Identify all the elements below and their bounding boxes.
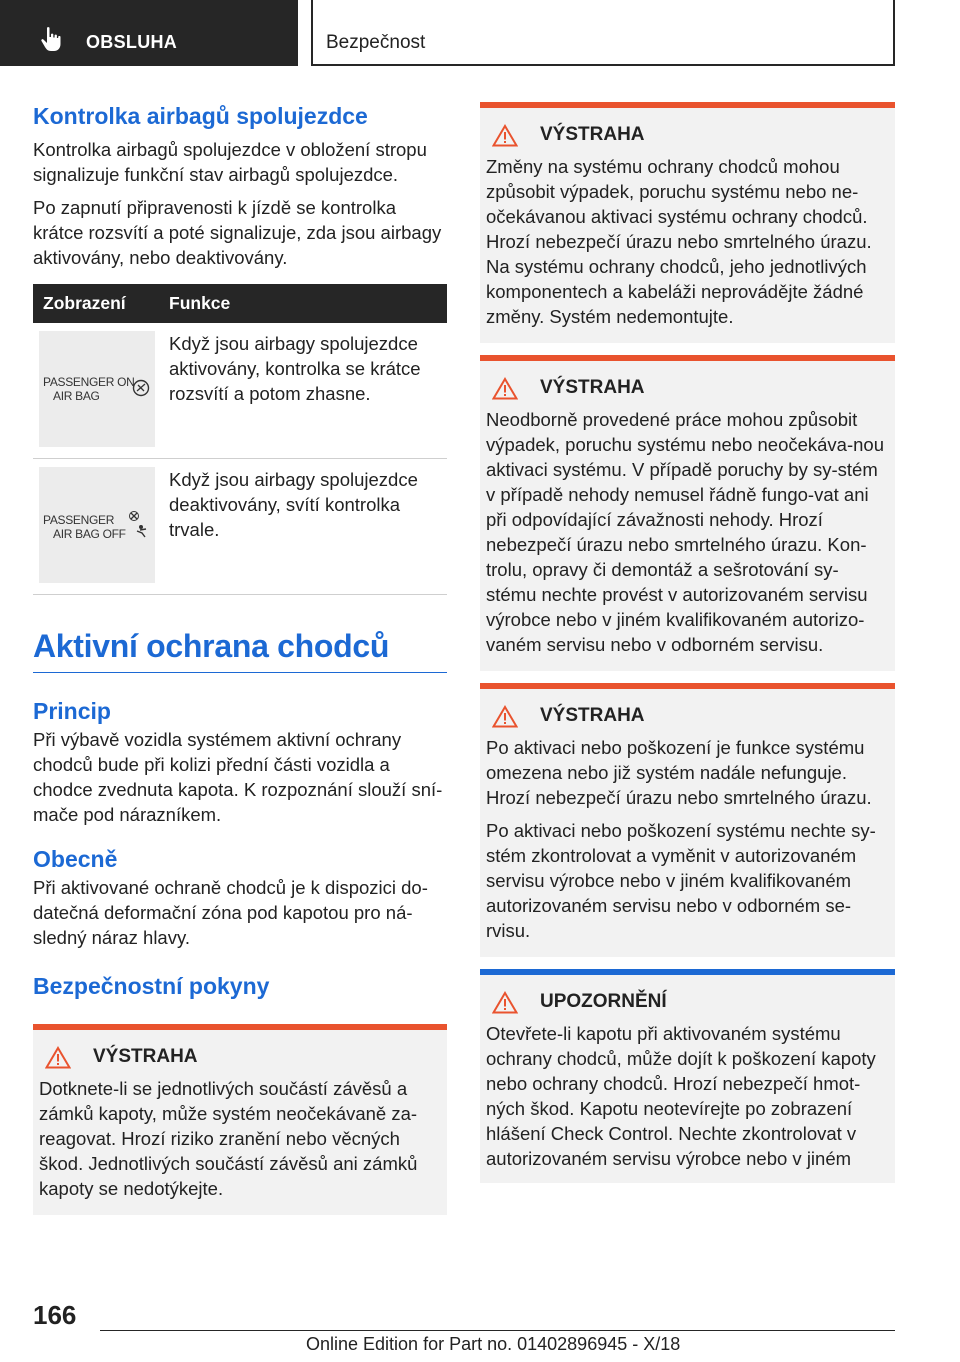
airbag-lamp-heading: Kontrolka airbagů spolujezdce [33, 103, 368, 129]
warning-triangle-icon [492, 377, 518, 400]
caution-box [480, 969, 895, 1183]
heading-divider [33, 672, 447, 673]
warning-title: VÝSTRAHA [93, 1046, 198, 1067]
warning-box [480, 683, 895, 957]
caution-title: UPOZORNĚNÍ [540, 991, 667, 1012]
hand-pointer-icon [40, 26, 64, 52]
chapter-tab[interactable] [0, 0, 298, 66]
page-number: 166 [33, 1300, 77, 1330]
warning-title: VÝSTRAHA [540, 705, 645, 726]
warning-triangle-icon [45, 1046, 71, 1069]
indicator-table [33, 284, 447, 595]
section-title: Bezpečnost [326, 32, 426, 53]
passenger-airbag-on-lamp-image [39, 331, 155, 447]
left-column [33, 100, 447, 1215]
lamp-text-line2: AIR BAG OFF [53, 527, 126, 541]
airbag-on-symbol-icon [132, 379, 150, 397]
warning-title: VÝSTRAHA [540, 124, 645, 145]
lamp-text-line1: PASSENGER [43, 513, 115, 527]
table-header [33, 284, 447, 323]
table-row [33, 323, 447, 459]
footer-divider [100, 1330, 895, 1331]
warning-title: VÝSTRAHA [540, 377, 645, 398]
right-column [480, 102, 895, 1183]
warning-box [480, 102, 895, 343]
table-cell-function: Když jsou airbagy spolujezdce deaktivovány, svítí kontrolka trvale. [169, 469, 418, 540]
edition-text: Online Edition for Part no. 01402896945 - X/18 [306, 1334, 681, 1354]
table-header-display: Zobrazení [43, 293, 126, 313]
airbag-paragraph-1: Kontrolka airbagů spolujezdce v obložení stropu signalizuje funkční stav airbagů spolujezdce. [33, 139, 427, 185]
passenger-airbag-off-lamp-image [39, 467, 155, 583]
lamp-text-line2: AIR BAG [53, 389, 100, 403]
safety-notes-heading: Bezpečnostní pokyny [33, 973, 270, 999]
table-header-function: Funkce [169, 293, 231, 313]
obecne-heading: Obecně [33, 846, 118, 872]
princip-heading: Princip [33, 698, 111, 724]
chapter-label: OBSLUHA [86, 32, 178, 52]
warning-triangle-icon [492, 991, 518, 1014]
warning-box [33, 1024, 447, 1215]
main-heading: Aktivní ochrana chodců [33, 628, 390, 664]
princip-paragraph: Při výbavě vozidla systémem aktivní ochrany chodců bude při kolizi přední části vozidla a chodce zvednuta kapota. K rozpoznání slouží sní-mače pod nárazníkem. [33, 729, 443, 825]
warning-triangle-icon [492, 705, 518, 728]
table-row [33, 459, 447, 595]
warning-text: Dotknete-li se jednotlivých součástí závěsů a zámků kapoty, může systém neočekávaně za-reagovat. Hrozí riziko zranění nebo věcných škod. Jednotlivých součástí závěsů ani zámků kapoty se nedotýkejte. [39, 1078, 418, 1199]
warning-text: Po aktivaci nebo poškození je funkce systému omezena nebo již systém nadále nefunguje. Hrozí nebezpečí úrazu nebo smrtelného úrazu. [486, 737, 872, 808]
caution-text: Otevřete-li kapotu při aktivovaném systému ochrany chodců, může dojít k poškození kapoty nebo ochrany chodců. Hrozí nebezpečí hmot-ných škod. Kapotu neotevírejte po zobrazení hlášení Check Control. Nechte zkontrolovat v autorizovaném servisu výrobce nebo v jiném [486, 1023, 876, 1169]
warning-text: Po aktivaci nebo poškození systému nechte sy-stém zkontrolovat a vyměnit v autorizovaném servisu výrobce nebo v jiném kvalifikovaném autorizovaném servisu nebo v odborném se-rvisu. [486, 820, 876, 941]
warning-text: Neodborně provedené práce mohou způsobit výpadek, poruchu systému nebo neočekáva-nou aktivaci systému. V případě poruchy by sy-stém v případě nehody nemusel řádně fungo-vat ani při odpovídající závažnosti nehody. Hrozí nebezpečí úrazu nebo smrtelného úrazu. Kon-trolu, opravy či demontáž a sešrotování sy-stému nechte provést v autorizovaném servisu výrobce nebo v jiném kvalifikovaném autorizo-vaném servisu nebo v odborném servisu. [486, 409, 885, 655]
airbag-paragraph-2: Po zapnutí připravenosti k jízdě se kontrolka krátce rozsvítí a poté signalizuje, zda jsou airbagy aktivovány, nebo deaktivovány. [33, 197, 442, 268]
warning-box [480, 355, 895, 671]
warning-text: Změny na systému ochrany chodců mohou způsobit výpadek, poruchu systému nebo ne-očekávanou aktivaci systému ochrany chodců. Hrozí nebezpečí úrazu nebo smrtelného úrazu. Na systému ochrany chodců, jeho jednotlivých komponentech a kabeláži neprovádějte žádné změny. Systém nedemontujte. [486, 156, 872, 327]
airbag-off-symbol-icon [127, 509, 151, 539]
table-cell-function: Když jsou airbagy spolujezdce aktivovány, kontrolka se krátce rozsvítí a potom zhasne. [169, 333, 421, 404]
warning-triangle-icon [492, 124, 518, 147]
lamp-text-line1: PASSENGER ON [43, 375, 135, 389]
obecne-paragraph: Při aktivované ochraně chodců je k dispozici do-datečná deformační zóna pod kapotou pro ná-sledný náraz hlavy. [33, 877, 428, 948]
